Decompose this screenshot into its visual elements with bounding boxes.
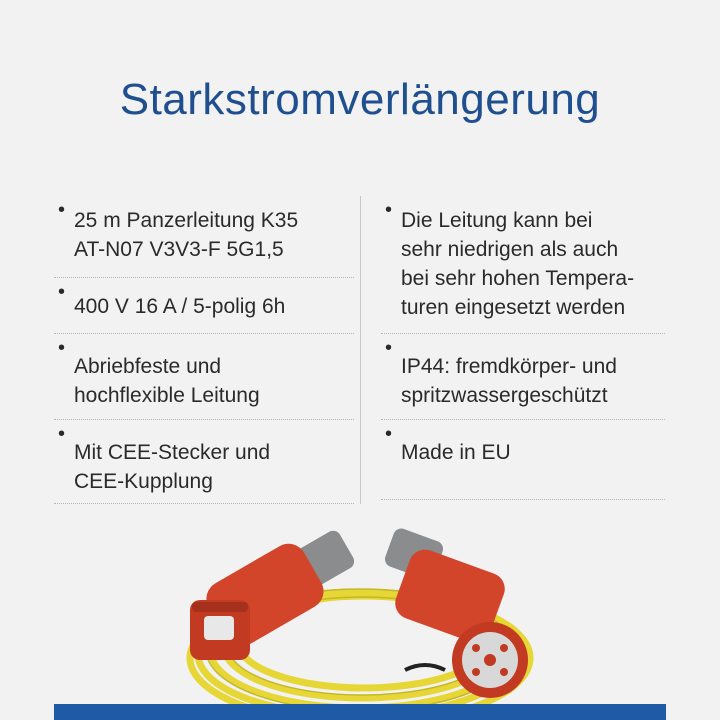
- feature-item: [381, 196, 665, 334]
- bottom-bar: [54, 704, 666, 720]
- feature-line: sehr niedrigen als auch: [401, 238, 619, 261]
- feature-list-right: [360, 196, 665, 504]
- feature-line: • IP44: fremdkörper- und: [401, 355, 617, 378]
- feature-item: [381, 420, 665, 500]
- feature-line: hochflexible Leitung: [74, 384, 260, 407]
- feature-item: [54, 334, 354, 420]
- feature-line: bei sehr hohen Tempera-: [401, 267, 635, 290]
- feature-line: • Made in EU: [401, 441, 511, 464]
- feature-line: • Abriebfeste und: [74, 355, 222, 378]
- feature-line: • Mit CEE-Stecker und: [74, 441, 271, 464]
- feature-line: turen eingesetzt werden: [401, 296, 626, 319]
- feature-item: [54, 278, 354, 334]
- cee-plug: [383, 526, 528, 698]
- feature-line: CEE-Kupplung: [74, 470, 213, 493]
- cee-extension-cable-image: [170, 520, 550, 720]
- feature-item: [54, 420, 354, 504]
- feature-item: [54, 196, 354, 278]
- feature-item: [381, 334, 665, 420]
- feature-line: • Die Leitung kann bei: [401, 209, 593, 232]
- feature-line: AT-N07 V3V3-F 5G1,5: [74, 238, 284, 261]
- feature-line: spritzwassergeschützt: [401, 384, 608, 407]
- feature-list-left: [54, 196, 354, 504]
- page-title: Starkstromverlängerung: [119, 75, 601, 125]
- feature-line: • 400 V 16 A / 5-polig 6h: [74, 295, 286, 318]
- feature-line: • 25 m Panzerleitung K35: [74, 209, 299, 232]
